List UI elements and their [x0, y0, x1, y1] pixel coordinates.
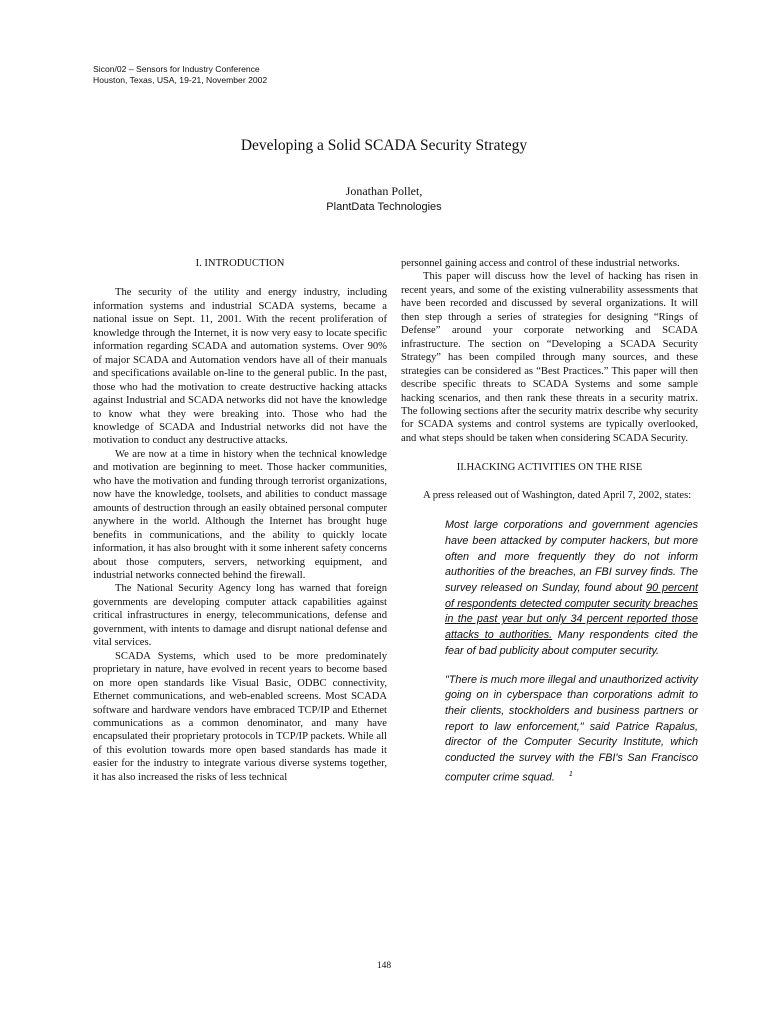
paper-title: Developing a Solid SCADA Security Strategy: [240, 137, 528, 154]
intro-continuation: personnel gaining access and control of these industrial networks.: [401, 258, 680, 269]
intro-paragraph-2: We are now at a time in history when the technical knowledge and motivation are beginning to meet. Those hacker communities, who have the motivation and funding through terrorist organizations, now have the knowledge, toolsets, and abilities to conduct massage amounts of destruction through an easily obtained personal computer anywhere in the world. Although the Internet has brought huge benefits in communications, and the ability to quickly locate information, it has also brought with it some inherent safety concerns about those computers, servers, networking equipment, and industrial networks connected behind the firewall.: [93, 448, 387, 581]
section-heading-hacking: II.HACKING ACTIVITIES ON THE RISE: [456, 462, 643, 474]
intro-paragraph-5: This paper will discuss how the level of hacking has risen in recent years, and some of the existing vulnerability assessments that have been recorded and discussed by several organizations. It will then step through a series of strategies for designing “Rings of Defense” around your corporate networking and SCADA infrastructure. The section on “Developing a SCADA Security Strategy” has been compiled through many sources, and these strategies can be considered as “Best Practices.” This paper will then describe specific threats to SCADA Systems and some sample hacking scenarios, and then rank these threats in a security matrix. The following sections after the security matrix describe why security for SCADA systems and control systems are typically overlooked, and what steps should be taken when considering SCADA Security.: [401, 271, 698, 444]
fbi-survey-quote: [445, 518, 698, 659]
left-column: [93, 257, 387, 784]
rapalus-quote-text: "There is much more illegal and unauthorized activity going on in cyberspace than corporations admit to their clients, stockholders and business partners or report to law enforcement," said Patrice Rapalus, director of the Computer Security Institute, which conducted the survey with the FBI's San Francisco computer crime squad.: [445, 673, 698, 784]
quote-underlined-statistic: 90 percent of respondents detected computer security breaches in the past year but only 34 percent reported those attacks to authorities.: [445, 582, 698, 642]
conference-location: Houston, Texas, USA, 19-21, November 2002: [93, 75, 268, 85]
right-column: [401, 257, 698, 786]
author-affiliation: PlantData Technologies: [326, 201, 442, 213]
page-number: 148: [376, 961, 392, 971]
author-name: Jonathan Pollet,: [345, 184, 423, 198]
quote-text-start: Most large corporations and government agencies have been attacked by computer hackers, but more often and more frequently they do not inform authorities of the breaches, an FBI survey finds. The survey released on Sunday, found about: [445, 519, 698, 595]
quote-text-end: Many respondents cited the fear of bad publicity about computer security.: [445, 629, 698, 657]
conference-header: [93, 64, 267, 86]
intro-paragraph-4: SCADA Systems, which used to be more predominately proprietary in nature, have evolved in recent years to become based on more open standards like Visual Basic, ODBC connectivity, Ethernet communications, and web-enabled screens. Most SCADA software and hardware vendors have embraced TCP/IP and Ethernet communications as a common denominator, and many have encapsulated their proprietary protocols in TCP/IP packets. While all of this evolution towards more open based standards has made it easier for the industry to integrate various diverse systems together, it has also increased the risks of less technical: [93, 650, 387, 783]
section-heading-introduction: I. INTRODUCTION: [195, 258, 285, 269]
conference-name: Sicon/02 – Sensors for Industry Conference: [93, 64, 260, 74]
press-release-intro: A press released out of Washington, dated April 7, 2002, states:: [423, 489, 692, 501]
rapalus-quote: [445, 673, 698, 787]
footnote-marker: 1: [568, 770, 573, 778]
intro-paragraph-1: The security of the utility and energy industry, including information systems and industrial SCADA systems, became a national issue on Sept. 11, 2001. With the recent proliferation of knowledge through the Internet, it is now very easy to locate specific information regarding SCADA and automation systems. Over 90% of major SCADA and Automation vendors have all of their manuals and specifications available on-line to the general public. In the past, those who had the motivation to create destructive hacking attacks against Industrial and SCADA networks did not have the knowledge to know what they were breaking into. Those who had the knowledge of SCADA and Industrial networks did not have the motivation to conduct any destructive attacks.: [93, 287, 387, 447]
intro-paragraph-3: The National Security Agency long has warned that foreign governments are developing computer attack capabilities against critical infrastructures in energy, telecommunications, defense and government, with intents to damage and disrupt national defense and vital services.: [93, 583, 387, 649]
